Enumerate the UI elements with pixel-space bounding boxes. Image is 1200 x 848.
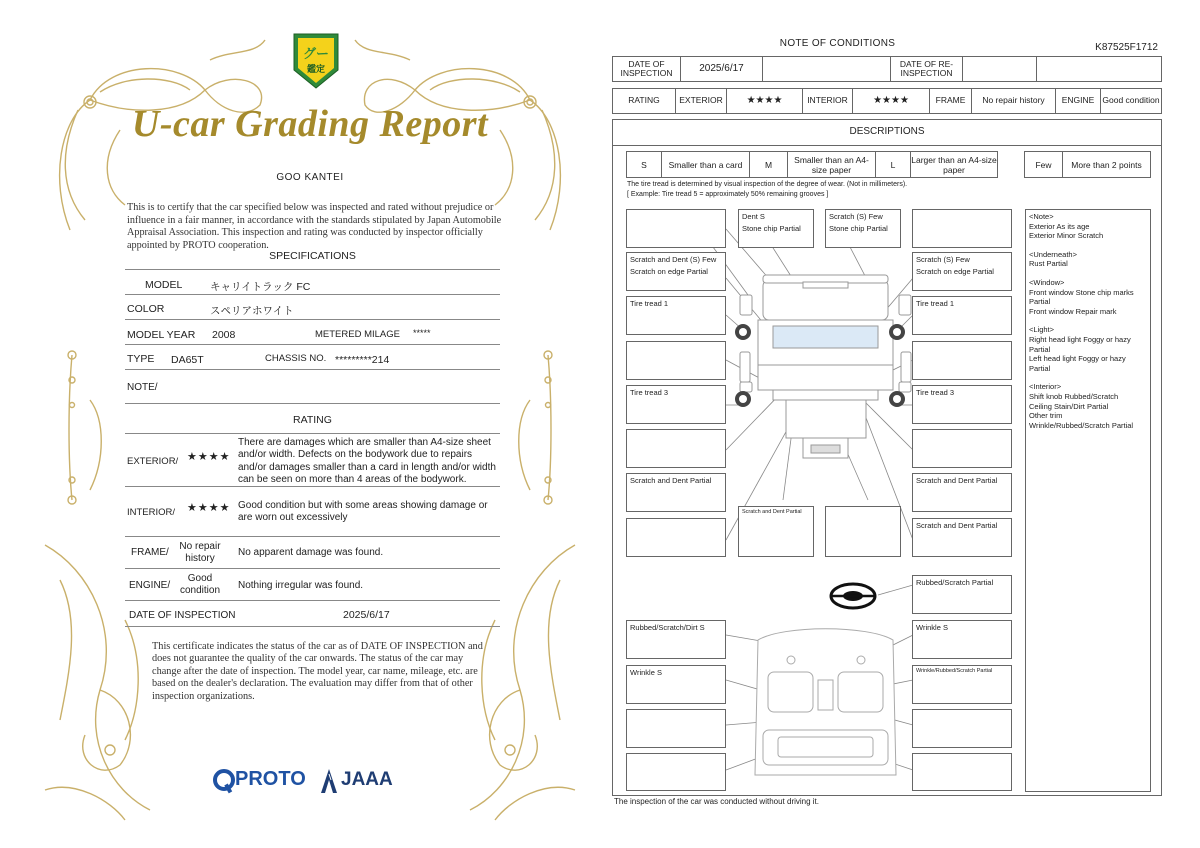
- certificate-disclaimer: This certificate indicates the status of the car as of DATE OF INSPECTION and does not guarantee the quality of the car onwards. The status of the car may change after the date of inspection. The model year, car name, mileage, etc. are based on the dealer's declaration. The evaluation may differ from that of other inspection organizations.: [152, 641, 483, 702]
- model-year-value: 2008: [212, 329, 236, 341]
- note-heading: <Note>: [1029, 212, 1054, 221]
- interior-item-1: Shift knob Rubbed/Scratch: [1029, 391, 1119, 401]
- notes-section-window: [1029, 278, 1147, 316]
- scratch-dent-partial-left: Scratch and Dent Partial: [630, 476, 712, 485]
- rating-summary-table: [612, 88, 1162, 114]
- goo-kantei-logo: [288, 30, 344, 92]
- scratch-edge-note-right: Scratch on edge Partial: [916, 267, 994, 276]
- engine-value: Good condition: [179, 573, 221, 596]
- box-right-lower: [912, 429, 1012, 468]
- reinspection-value: [963, 57, 1037, 81]
- color-value: スペリアホワイト: [210, 305, 294, 317]
- interior-stars: ★★★★: [853, 89, 930, 113]
- box-front-left: [626, 209, 726, 248]
- general-notes-panel: [1025, 209, 1151, 792]
- notes-section-interior: [1029, 382, 1147, 430]
- note-label: NOTE/: [127, 382, 158, 393]
- descriptions-panel: [612, 119, 1162, 796]
- tread-note-line-2: [ Example: Tire tread 5 = approximately 50% remaining grooves ]: [627, 190, 829, 198]
- frame-value: No repair history: [179, 541, 221, 564]
- note-item-1: Exterior As its age: [1029, 221, 1090, 231]
- interior-item-4: Wrinkle/Rubbed/Scratch Partial: [1029, 420, 1134, 430]
- spec-row-color: [125, 295, 500, 320]
- model-label: MODEL: [145, 279, 183, 291]
- frame-label: FRAME/: [131, 547, 169, 558]
- specifications-table: [125, 269, 500, 409]
- box-left-upper: [626, 252, 726, 291]
- interior-item-3: Other trim: [1029, 411, 1063, 421]
- legend-few-desc: More than 2 points: [1071, 159, 1142, 170]
- scratch-dent-partial-right: Scratch and Dent Partial: [916, 476, 998, 485]
- conditions-title: NOTE OF CONDITIONS: [779, 38, 896, 49]
- engine-label: ENGINE/: [129, 580, 171, 591]
- tire-tread-front-right: Tire tread 1: [916, 299, 955, 308]
- proto-logo-icon: [212, 768, 236, 794]
- engine-value: Good condition: [1102, 95, 1160, 106]
- scratch-dent-few-note: Scratch and Dent (S) Few: [630, 255, 717, 264]
- box-front-right: [912, 209, 1012, 248]
- size-legend: [626, 151, 998, 178]
- box-rear-center-left: [738, 506, 814, 557]
- rating-row-date: [125, 601, 500, 627]
- exterior-description: There are damages which are smaller than A4-size sheet and/or width. Defects on the bodywork due to repairs and/or damages smaller than a card in length and/or width can be seen on more than 4 areas of the bodywork.: [238, 437, 496, 485]
- box-left-bed: [626, 473, 726, 512]
- box-interior-bottom-left: [626, 753, 726, 791]
- report-id: K87525F1712: [1095, 42, 1158, 53]
- exterior-stars: ★★★★: [727, 89, 803, 113]
- box-interior-rear-left: [626, 709, 726, 748]
- scratch-s-few-note: Scratch (S) Few: [829, 212, 883, 221]
- box-left-mid: [626, 341, 726, 380]
- legend-m: M: [750, 152, 788, 177]
- wrinkle-rubbed-scratch-note: Wrinkle/Rubbed/Scratch Partial: [916, 668, 993, 674]
- interior-heading: <Interior>: [1029, 382, 1062, 392]
- svg-text:グー: グー: [302, 46, 330, 61]
- box-rear-right: [912, 518, 1012, 557]
- interior-label: INTERIOR: [803, 89, 853, 113]
- report-title: U-car Grading Report: [131, 103, 489, 145]
- inspection-dates-table: [612, 56, 1162, 82]
- frame-value: No repair history: [972, 89, 1056, 113]
- exterior-stars: ★★★★: [187, 451, 231, 463]
- wrinkle-s-note-right: Wrinkle S: [916, 623, 948, 632]
- stone-chip-note-2: Stone chip Partial: [829, 224, 888, 233]
- window-heading: <Window>: [1029, 277, 1065, 287]
- box-front-center-right: [825, 209, 901, 248]
- box-interior-front-left: [626, 620, 726, 659]
- exterior-label: EXTERIOR/: [127, 456, 179, 467]
- box-interior-bottom-right: [912, 753, 1012, 791]
- scratch-dent-partial-right-2: Scratch and Dent Partial: [916, 521, 998, 530]
- underneath-item-1: Rust Partial: [1029, 259, 1068, 269]
- color-label: COLOR: [127, 303, 165, 315]
- tire-tread-rear-right: Tire tread 3: [916, 388, 955, 397]
- frame-description: No apparent damage was found.: [238, 547, 384, 558]
- spec-row-note: [125, 370, 500, 404]
- note-of-conditions: [610, 30, 1165, 815]
- type-label: TYPE: [127, 353, 155, 365]
- light-heading: <Light>: [1029, 325, 1055, 335]
- box-steering: [912, 575, 1012, 614]
- tire-tread-front-left: Tire tread 1: [630, 299, 669, 308]
- spec-row-type: [125, 345, 500, 370]
- rubbed-scratch-dirt-note: Rubbed/Scratch/Dirt S: [630, 623, 705, 632]
- jaaa-brand: JAAA: [341, 769, 393, 790]
- chassis-value: *********214: [335, 354, 390, 366]
- proto-brand: PROTO: [235, 768, 306, 790]
- legend-l-desc: Larger than an A4-size paper: [911, 154, 997, 175]
- tread-note: [627, 180, 907, 199]
- date-of-reinspection-label: DATE OF RE-INSPECTION: [891, 57, 963, 81]
- rating-row-frame: [125, 537, 500, 569]
- notes-section-underneath: [1029, 250, 1147, 269]
- blank-cell: [763, 57, 891, 81]
- legend-s: S: [627, 152, 662, 177]
- report-subtitle: GOO KANTEI: [276, 172, 344, 183]
- box-rear-left: [626, 518, 726, 557]
- legend-m-desc: Smaller than an A4-size paper: [788, 152, 876, 177]
- engine-description: Nothing irregular was found.: [238, 580, 364, 591]
- svg-text:鑑定: 鑑定: [306, 64, 326, 74]
- interior-stars: ★★★★: [187, 502, 231, 514]
- model-value: キャリイトラック FC: [210, 281, 311, 293]
- stone-chip-note: Stone chip Partial: [742, 224, 801, 233]
- date-of-inspection-label: DATE OF INSPECTION: [613, 57, 681, 81]
- box-left-lower: [626, 429, 726, 468]
- rating-heading: RATING: [293, 414, 332, 426]
- box-right-mid: [912, 341, 1012, 380]
- jaaa-logo-icon: [319, 768, 339, 794]
- rating-row-engine: [125, 569, 500, 601]
- tread-note-line-1: The tire tread is determined by visual inspection of the degree of wear. (Not in millimeters).: [627, 181, 908, 188]
- rubbed-scratch-partial-note: Rubbed/Scratch Partial: [916, 578, 994, 587]
- date-of-inspection-value: 2025/6/17: [681, 57, 763, 81]
- date-of-inspection-label: DATE OF INSPECTION: [129, 610, 236, 621]
- box-tire-rear-left: [626, 385, 726, 424]
- steering-wheel-icon: [831, 584, 875, 608]
- model-year-label: MODEL YEAR: [127, 329, 196, 341]
- notes-section-light: [1029, 325, 1147, 373]
- box-tire-front-right: [912, 296, 1012, 335]
- dent-s-note: Dent S: [742, 212, 765, 221]
- type-value: DA65T: [171, 354, 204, 366]
- divider: [613, 145, 1161, 146]
- box-interior-seat-right: [912, 665, 1012, 704]
- metered-milage-value: *****: [413, 328, 431, 338]
- box-rear-center-right: [825, 506, 901, 557]
- note-item-2: Exterior Minor Scratch: [1029, 231, 1104, 241]
- few-legend: [1024, 151, 1151, 178]
- underneath-heading: <Underneath>: [1029, 249, 1077, 259]
- interior-item-2: Ceiling Stain/Dirt Partial: [1029, 401, 1109, 411]
- inspection-disclaimer: The inspection of the car was conducted without driving it.: [614, 797, 819, 806]
- box-tire-front-left: [626, 296, 726, 335]
- frame-label: FRAME: [930, 89, 972, 113]
- certification-text: This is to certify that the car specified below was inspected and rated without prejudice or influence in a fair manner, in accordance with the standards stipulated by Japan Automobile Appraisal Association. This inspection and rating was conducted by inspector officially appointed by PROTO cooperation.: [127, 202, 502, 251]
- legend-few: Few: [1025, 152, 1063, 177]
- interior-description: Good condition but with some areas showing damage or are worn out excessively: [238, 500, 488, 524]
- box-front-center-left: [738, 209, 814, 248]
- legend-s-desc: Smaller than a card: [662, 152, 750, 177]
- scratch-s-note: Scratch (S) Few: [916, 255, 970, 264]
- spec-row-model: [125, 269, 500, 295]
- window-item-1: Front window Stone chip marks Partial: [1029, 287, 1134, 307]
- exterior-label: EXTERIOR: [676, 89, 727, 113]
- certificate: [30, 20, 590, 830]
- box-interior-front-right: [912, 620, 1012, 659]
- notes-section-note: [1029, 212, 1147, 241]
- date-of-inspection-value: 2025/6/17: [343, 609, 390, 621]
- box-interior-rear-right: [912, 709, 1012, 748]
- spec-row-model-year: [125, 320, 500, 345]
- box-right-bed: [912, 473, 1012, 512]
- box-interior-seat-left: [626, 665, 726, 704]
- metered-milage-label: METERED MILAGE: [315, 329, 400, 340]
- light-item-1: Right head light Foggy or hazy Partial: [1029, 334, 1131, 354]
- legend-l: L: [876, 152, 911, 177]
- light-item-2: Left head light Foggy or hazy Partial: [1029, 354, 1126, 373]
- engine-label: ENGINE: [1056, 89, 1101, 113]
- scratch-edge-note: Scratch on edge Partial: [630, 267, 708, 276]
- blank-cell: [1037, 57, 1161, 81]
- box-right-upper: [912, 252, 1012, 291]
- interior-label: INTERIOR/: [127, 507, 176, 518]
- rating-row-exterior: [125, 433, 500, 487]
- box-tire-rear-right: [912, 385, 1012, 424]
- rating-row-interior: [125, 487, 500, 537]
- descriptions-heading: DESCRIPTIONS: [849, 126, 925, 137]
- scratch-dent-partial-small: Scratch and Dent Partial: [742, 509, 802, 515]
- window-item-2: Front window Repair mark: [1029, 306, 1117, 316]
- chassis-label: CHASSIS NO.: [265, 353, 327, 364]
- wrinkle-s-note-left: Wrinkle S: [630, 668, 662, 677]
- specifications-heading: SPECIFICATIONS: [269, 250, 356, 262]
- tire-tread-rear-left: Tire tread 3: [630, 388, 669, 397]
- rating-label: RATING: [613, 89, 676, 113]
